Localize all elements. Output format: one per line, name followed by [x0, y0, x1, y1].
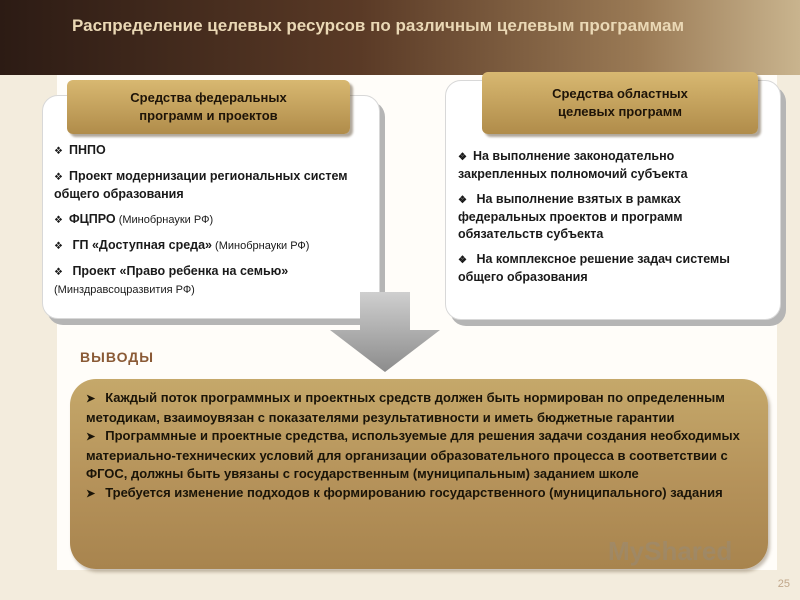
slide-title: Распределение целевых ресурсов по различным целевым программам — [72, 16, 685, 35]
down-arrow-icon — [330, 292, 440, 372]
diamond-bullet-icon: ❖ — [54, 215, 63, 226]
list-item: ❖ ПНПО — [54, 143, 106, 157]
page-number: 25 — [777, 578, 790, 590]
list-item: ❖ Проект модернизации региональных систем общего образования — [54, 169, 348, 201]
federal-tab-line2: программ и проектов — [139, 108, 278, 123]
list-item: ➤ Программные и проектные средства, используемые для решения задачи создания необходимых материально-технических условий для организации образовательного процесса в соответствии с ФГОС, должны быть увязаны с государственным (муниципальным) заданием школе — [86, 428, 740, 481]
list-item: ❖ ГП «Доступная среда» (Минобрнауки РФ) — [54, 238, 310, 252]
watermark: MyShared — [608, 536, 733, 566]
regional-tab — [482, 72, 758, 134]
diamond-bullet-icon: ❖ — [54, 172, 63, 183]
diamond-bullet-icon: ❖ — [54, 241, 63, 252]
list-item: ❖ Проект «Право ребенка на семью» (Минздравсоцразвития РФ) — [54, 264, 289, 296]
diamond-bullet-icon: ❖ — [54, 267, 63, 278]
diamond-bullet-icon: ❖ — [458, 152, 467, 163]
diamond-bullet-icon: ❖ — [458, 195, 467, 206]
header-bar — [0, 0, 800, 75]
diamond-bullet-icon: ❖ — [54, 146, 63, 157]
federal-tab-line1: Средства федеральных — [130, 90, 287, 105]
arrow-bullet-icon: ➤ — [86, 487, 96, 500]
list-item: ➤ Каждый поток программных и проектных средств должен быть нормирован по определенным методикам, взаимоувязан с показателями результативности и иметь бюджетные гарантии — [86, 390, 725, 425]
list-item: ❖ На комплексное решение задач системы общего образования — [458, 252, 730, 284]
regional-tab-line1: Средства областных — [552, 86, 688, 101]
regional-list — [458, 148, 763, 294]
arrow-bullet-icon: ➤ — [86, 431, 96, 443]
conclusions-heading: ВЫВОДЫ — [80, 349, 154, 365]
list-item: ❖ На выполнение законодательно закрепленных полномочий субъекта — [458, 149, 688, 181]
list-item: ➤ Требуется изменение подходов к формированию государственного (муниципального) задания — [86, 484, 723, 500]
arrow-bullet-icon: ➤ — [86, 393, 96, 405]
federal-tab — [67, 80, 350, 134]
list-item: ❖ ФЦПРО (Минобрнауки РФ) — [54, 212, 214, 226]
regional-tab-line2: целевых программ — [557, 104, 682, 119]
conclusions-list — [86, 389, 746, 503]
diamond-bullet-icon: ❖ — [458, 255, 467, 266]
list-item: ❖ На выполнение взятых в рамках федеральных проектов и программ обязательств субъекта — [458, 192, 683, 241]
federal-list — [54, 142, 374, 307]
